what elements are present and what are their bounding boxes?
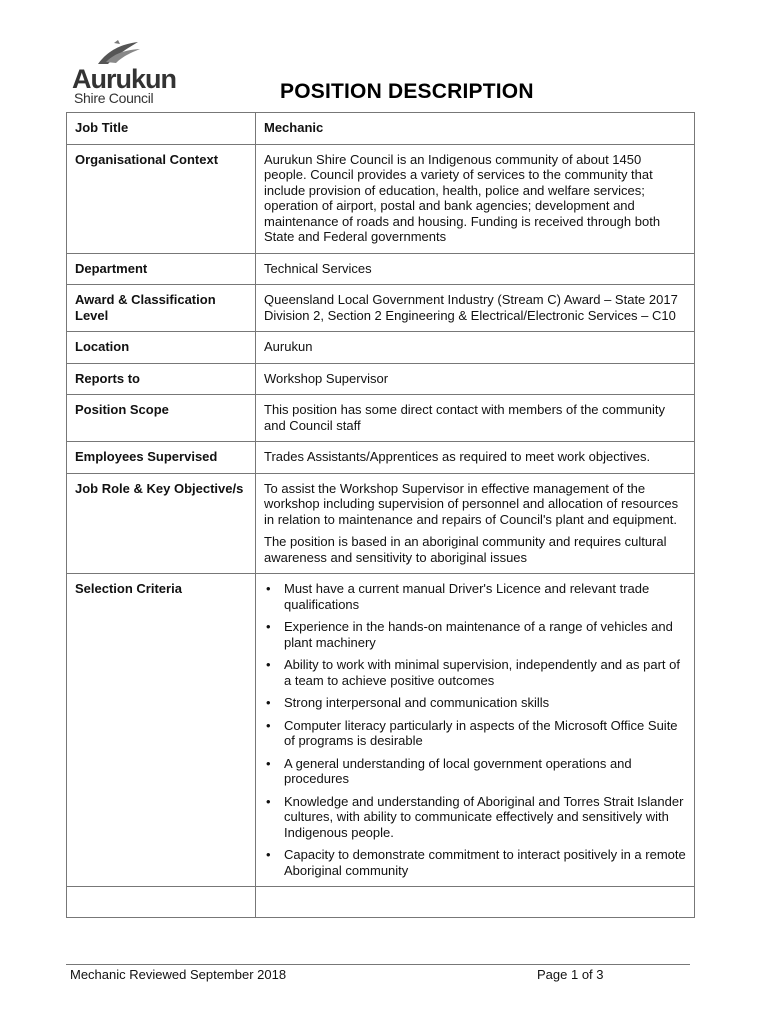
empty-cell [256, 887, 695, 918]
bullet-icon: • [266, 581, 271, 596]
list-item [264, 695, 686, 711]
list-item [264, 657, 686, 688]
criteria-text: Capacity to demonstrate commitment to interact positively in a remote Aboriginal community [284, 847, 686, 878]
row-label: Selection Criteria [67, 574, 256, 887]
table-row [67, 285, 695, 332]
award-value: Queensland Local Government Industry (Stream C) Award – State 2017 Division 2, Section 2 Engineering & Electrical/Electronic Services – C10 [256, 285, 695, 332]
criteria-text: A general understanding of local government operations and procedures [284, 755, 632, 786]
criteria-text: Experience in the hands-on maintenance of a range of vehicles and plant machinery [284, 619, 673, 650]
table-row [67, 253, 695, 285]
criteria-text: Knowledge and understanding of Aboriginal and Torres Strait Islander cultures, with ability to communicate effectively and sensitively with Indigenous people. [284, 793, 684, 840]
table-row [67, 473, 695, 574]
table-row [67, 574, 695, 887]
criteria-text: Ability to work with minimal supervision, independently and as part of a team to achieve positive outcomes [284, 657, 680, 688]
row-label: Job Title [67, 113, 256, 145]
employees-supervised-value: Trades Assistants/Apprentices as required to meet work objectives. [256, 442, 695, 474]
job-role-paragraph: To assist the Workshop Supervisor in effective management of the workshop including supervision of personnel and allocation of resources in relation to maintenance and repairs of Council's plant and equipment. [264, 480, 679, 527]
row-label: Job Role & Key Objective/s [67, 473, 256, 574]
bullet-icon: • [266, 695, 271, 710]
org-context-value: Aurukun Shire Council is an Indigenous community of about 1450 people. Council provides a variety of services to the community that include provision of education, health, police and welfare services; operation of airport, postal and bank agencies; development and maintenance of roads and housing. Funding is received through both State and Federal governments [256, 144, 695, 253]
list-item [264, 756, 686, 787]
table-row [67, 332, 695, 364]
row-label: Employees Supervised [67, 442, 256, 474]
wave-emblem-icon [94, 40, 142, 66]
council-logo [64, 40, 174, 106]
reports-to-value: Workshop Supervisor [256, 363, 695, 395]
bullet-icon: • [266, 755, 271, 771]
row-label: Position Scope [67, 395, 256, 442]
logo-subtitle: Shire Council [74, 90, 154, 106]
criteria-text: Computer literacy particularly in aspects of the Microsoft Office Suite of programs is desirable [284, 717, 678, 748]
row-label: Award & Classification Level [67, 285, 256, 332]
bullet-icon: • [266, 847, 271, 862]
bullet-icon: • [266, 619, 271, 634]
row-label: Location [67, 332, 256, 364]
table-row [67, 442, 695, 474]
list-item [264, 794, 686, 841]
list-item [264, 847, 686, 878]
bullet-icon: • [266, 657, 271, 672]
table-row [67, 395, 695, 442]
footer-document-name: Mechanic Reviewed September 2018 [70, 967, 287, 982]
department-value: Technical Services [256, 253, 695, 285]
footer-divider [66, 964, 690, 965]
criteria-text: Must have a current manual Driver's Licence and relevant trade qualifications [284, 581, 650, 612]
footer-page-number: Page 1 of 3 [537, 967, 604, 982]
empty-cell [67, 887, 256, 918]
row-label: Department [67, 253, 256, 285]
position-table [66, 112, 695, 918]
table-row [67, 363, 695, 395]
criteria-list [264, 581, 686, 878]
job-role-paragraph: The position is based in an aboriginal community and requires cultural awareness and sensitivity to aboriginal issues [264, 534, 667, 565]
list-item [264, 619, 686, 650]
table-row [67, 144, 695, 253]
logo-name: Aurukun [72, 64, 176, 94]
table-row [67, 113, 695, 145]
location-value: Aurukun [256, 332, 695, 364]
bullet-icon: • [266, 793, 271, 809]
position-scope-value: This position has some direct contact with members of the community and Council staff [256, 395, 695, 442]
row-label: Organisational Context [67, 144, 256, 253]
bullet-icon: • [266, 717, 271, 733]
criteria-text: Strong interpersonal and communication skills [284, 695, 550, 710]
list-item [264, 718, 686, 749]
job-role-value [256, 473, 695, 574]
row-label: Reports to [67, 363, 256, 395]
table-row-empty [67, 887, 695, 918]
page-title: POSITION DESCRIPTION [280, 80, 534, 103]
list-item [264, 581, 686, 612]
job-title-value: Mechanic [256, 113, 695, 145]
selection-criteria-value [256, 574, 695, 887]
